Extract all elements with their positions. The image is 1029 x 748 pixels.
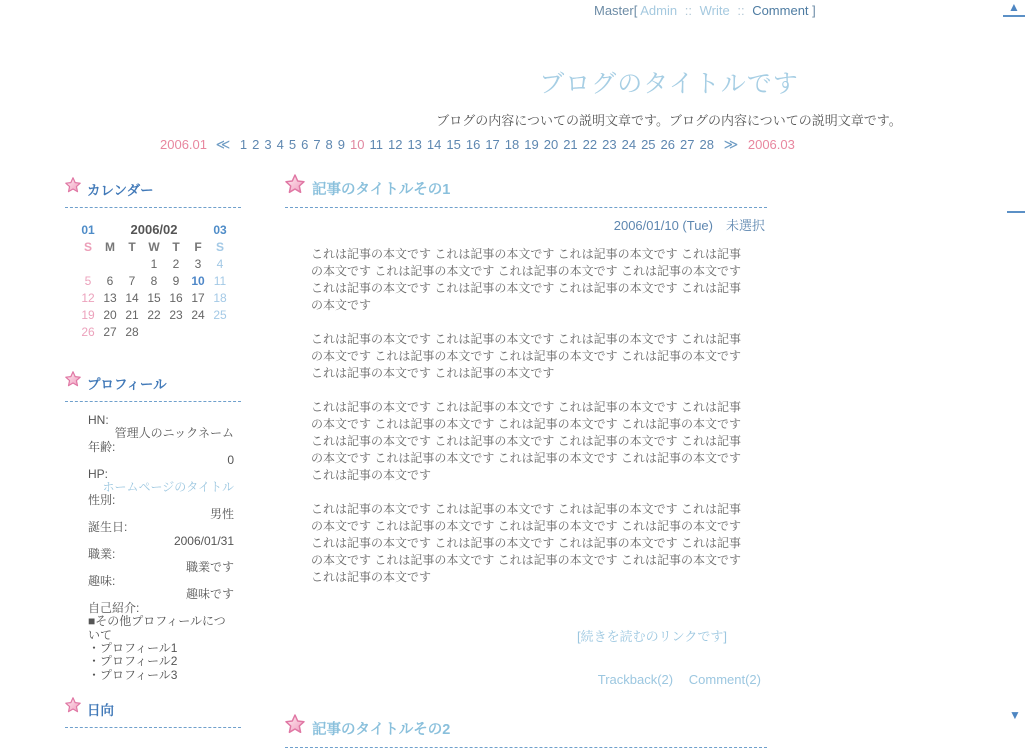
trackback-link[interactable]: Trackback(2): [597, 672, 674, 687]
calendar-day-header: T: [172, 239, 180, 254]
page-nav-day-link[interactable]: 5: [288, 137, 297, 152]
profile-intro-line: ・プロフィール1: [88, 640, 178, 655]
article1-title-link[interactable]: 記事のタイトルその1: [312, 182, 451, 198]
profile-section-header: [65, 370, 241, 402]
page-nav-day-link[interactable]: 25: [641, 137, 656, 152]
calendar-day: [77, 255, 99, 272]
calendar-day: 13: [103, 290, 117, 305]
write-link[interactable]: Write: [699, 3, 730, 18]
article1-date[interactable]: 2006/01/10 (Tue) 未選択: [613, 218, 765, 233]
calendar-dates: [77, 255, 231, 340]
read-more-link[interactable]: [続きを読むのリンクです]: [577, 629, 727, 644]
calendar-day: 17: [191, 290, 205, 305]
article-entry-2: [285, 716, 767, 748]
article-paragraph: これは記事の本文です これは記事の本文です これは記事の本文です これは記事の本文です これは記事の本文です これは記事の本文です これは記事の本文です これは記事の本文です これは記事の本文です これは記事の本文です これは記事の本文です これは記事の本文です これは記事の本文です これは記事の本文です これは記事の本文です: [311, 502, 742, 584]
calendar-table: [77, 221, 231, 340]
calendar-day-header: W: [148, 239, 160, 254]
article-entry-1: [285, 176, 767, 687]
page-nav-day-link[interactable]: 10: [350, 137, 365, 152]
star-icon: [285, 714, 305, 739]
next-month-link[interactable]: 2006.03: [747, 137, 795, 152]
calendar-day: [99, 255, 121, 272]
sidebar-section-profile: [65, 370, 241, 682]
article-paragraph: これは記事の本文です これは記事の本文です これは記事の本文です これは記事の本文です これは記事の本文です これは記事の本文です これは記事の本文です これは記事の本文です これは記事の本文です これは記事の本文です これは記事の本文です: [311, 247, 742, 312]
page-nav-days: [240, 137, 719, 152]
profile-intro-line: ・プロフィール3: [88, 667, 178, 682]
admin-bar: [594, 3, 816, 18]
page-nav-day-link[interactable]: 12: [387, 137, 403, 152]
page-nav-day-link[interactable]: 3: [264, 137, 272, 152]
page-nav-day-link[interactable]: 13: [407, 137, 422, 152]
main-column: [285, 176, 767, 748]
trackback-comment-line: [285, 672, 767, 687]
profile-label: 誕生日:: [88, 520, 128, 535]
calendar-day: 2: [172, 256, 180, 271]
blog-description: ブログの内容についての説明文章です。ブログの内容についての説明文章です。: [436, 113, 902, 128]
page-nav-day-link[interactable]: 22: [582, 137, 598, 152]
page-nav-day-link[interactable]: 11: [369, 137, 383, 152]
calendar-day: [165, 323, 187, 340]
admin-bar-close-bracket: ]: [812, 3, 816, 18]
calendar-day: 12: [81, 290, 95, 305]
page-nav-day-link[interactable]: 9: [337, 137, 346, 152]
profile-label: 年齢:: [88, 439, 116, 454]
star-icon: [65, 697, 81, 718]
profile-value: 職業です: [185, 560, 234, 575]
profile-value: 男性: [209, 506, 234, 521]
calendar-week-row: [77, 306, 231, 323]
next-arrow-icon[interactable]: ≫: [723, 136, 739, 152]
calendar-day: 5: [84, 273, 92, 288]
article-paragraph: これは記事の本文です これは記事の本文です これは記事の本文です これは記事の本文です これは記事の本文です これは記事の本文です これは記事の本文です これは記事の本文です これは記事の本文です これは記事の本文です これは記事の本文です これは記事の本文です これは記事の本文です これは記事の本文です これは記事の本文です: [311, 400, 742, 482]
calendar-day: 19: [81, 307, 95, 322]
star-icon: [65, 177, 81, 198]
page-nav-day-link[interactable]: 4: [276, 137, 284, 152]
calendar-day: [209, 323, 231, 340]
page-nav-day-link[interactable]: 24: [621, 137, 637, 152]
article1-header: [285, 176, 767, 208]
blog-header: [308, 64, 1029, 129]
calendar-day: [187, 323, 209, 340]
scroll-to-bottom-icon[interactable]: ▼: [1009, 708, 1021, 722]
calendar-month-row: [77, 221, 231, 238]
page-nav-day-link[interactable]: 8: [325, 137, 333, 152]
calendar-day: 15: [147, 290, 161, 305]
prev-arrow-icon[interactable]: ≪: [215, 136, 231, 152]
admin-link[interactable]: Admin: [640, 3, 678, 18]
page-nav-day-link[interactable]: 2: [252, 137, 260, 152]
calendar-day: 28: [125, 324, 139, 339]
page-nav-day-link[interactable]: 27: [680, 137, 695, 152]
calendar-day: 7: [128, 273, 136, 288]
article1-body: [311, 246, 751, 586]
calendar-day-header: M: [105, 239, 115, 254]
calendar-day-headers: [77, 238, 231, 255]
profile-body: [88, 414, 234, 682]
page-nav-day-link[interactable]: 26: [660, 137, 676, 152]
profile-value: 趣味です: [185, 587, 234, 602]
calendar-day-header: S: [83, 239, 92, 254]
article-paragraph: これは記事の本文です これは記事の本文です これは記事の本文です これは記事の本文です これは記事の本文です これは記事の本文です これは記事の本文です これは記事の本文です これは記事の本文です: [311, 332, 742, 380]
comment-link[interactable]: Comment: [752, 3, 809, 18]
blog-title[interactable]: ブログのタイトルです: [539, 70, 799, 98]
calendar-day: 26: [81, 324, 95, 339]
calendar-section-title: カレンダー: [87, 183, 154, 198]
calendar-day: 14: [125, 290, 139, 305]
calendar-day: 16: [169, 290, 183, 305]
page-nav-day-link[interactable]: 15: [446, 137, 461, 152]
calendar-week-row: [77, 255, 231, 272]
page-nav-day-link[interactable]: 20: [543, 137, 559, 152]
page-nav-day-link[interactable]: 1: [239, 137, 248, 152]
article2-title-link[interactable]: 記事のタイトルその2: [312, 722, 451, 738]
comment-count-link[interactable]: Comment(2): [688, 672, 761, 687]
profile-intro-line: ■その他プロフィールについて: [88, 614, 226, 642]
calendar-day: 22: [147, 307, 161, 322]
calendar-day: 4: [216, 256, 224, 271]
calendar-day: 21: [125, 307, 139, 322]
hinata-section-header: [65, 696, 241, 728]
profile-label: HP:: [88, 466, 109, 481]
profile-label: HN:: [88, 413, 109, 427]
calendar-day-header: T: [128, 239, 136, 254]
page-nav-day-link[interactable]: 23: [602, 137, 617, 152]
sidebar-section-calendar: [65, 176, 241, 340]
page-nav-day-link[interactable]: 28: [699, 137, 714, 152]
calendar-day: 27: [103, 324, 117, 339]
calendar-week-row: [77, 323, 231, 340]
page-nav-day-link[interactable]: 7: [313, 137, 321, 152]
calendar-section-header: [65, 176, 241, 208]
profile-value: 管理人のニックネーム: [114, 426, 234, 441]
calendar-week-row: [77, 289, 231, 306]
calendar-day: 11: [213, 273, 227, 288]
page-nav-day-link[interactable]: 21: [563, 137, 578, 152]
admin-bar-separator: ::: [684, 3, 692, 18]
page-nav-day-link[interactable]: 17: [485, 137, 500, 152]
calendar-week-row: [77, 272, 231, 289]
calendar-day: [121, 255, 143, 272]
calendar-day: 18: [213, 290, 227, 305]
calendar-day-header: S: [215, 239, 224, 254]
page-nav-day-link[interactable]: 16: [465, 137, 481, 152]
admin-bar-separator: ::: [737, 3, 745, 18]
calendar-day: 24: [191, 307, 205, 322]
calendar-day: 25: [213, 307, 227, 322]
calendar-day: 23: [169, 307, 183, 322]
calendar-day: 6: [106, 273, 114, 288]
scroll-to-top-icon[interactable]: ▲: [1003, 0, 1025, 17]
hinata-section-title: 日向: [87, 703, 114, 718]
calendar-month-label: 2006/02: [130, 222, 178, 237]
profile-label: 性別:: [88, 493, 116, 508]
calendar-day-link[interactable]: 10: [191, 273, 205, 288]
calendar-prev-month-link[interactable]: 01: [81, 222, 95, 237]
page-nav-day-link[interactable]: 6: [301, 137, 309, 152]
calendar-day: 9: [172, 273, 180, 288]
star-icon: [65, 371, 81, 392]
prev-month-link[interactable]: 2006.01: [160, 137, 207, 152]
sidebar-section-hinata: [65, 696, 241, 728]
admin-bar-master-label: Master[: [594, 3, 638, 18]
calendar-day: 1: [150, 256, 158, 271]
calendar-day: [143, 323, 165, 340]
profile-section-title: プロフィール: [87, 377, 167, 392]
profile-intro-line: ・プロフィール2: [88, 654, 178, 669]
profile-value: 2006/01/31: [173, 533, 234, 548]
star-icon: [285, 174, 305, 199]
profile-label: 趣味:: [88, 573, 116, 588]
page-nav-day-link[interactable]: 14: [426, 137, 442, 152]
calendar-day: 8: [150, 273, 158, 288]
page-nav-day-link[interactable]: 18: [504, 137, 520, 152]
profile-value: 0: [227, 453, 234, 468]
calendar-day: 3: [194, 256, 202, 271]
article2-header: [285, 716, 767, 748]
profile-intro-label: 自己紹介:: [88, 600, 140, 615]
calendar-day: 20: [103, 307, 117, 322]
entry-page-nav: [160, 136, 880, 153]
calendar-day-header: F: [194, 239, 202, 254]
profile-homepage-link[interactable]: ホームページのタイトル: [102, 480, 234, 495]
scroll-divider[interactable]: [1007, 211, 1025, 213]
page-nav-day-link[interactable]: 19: [524, 137, 539, 152]
profile-label: 職業:: [88, 547, 116, 562]
calendar-next-month-link[interactable]: 03: [213, 222, 227, 237]
